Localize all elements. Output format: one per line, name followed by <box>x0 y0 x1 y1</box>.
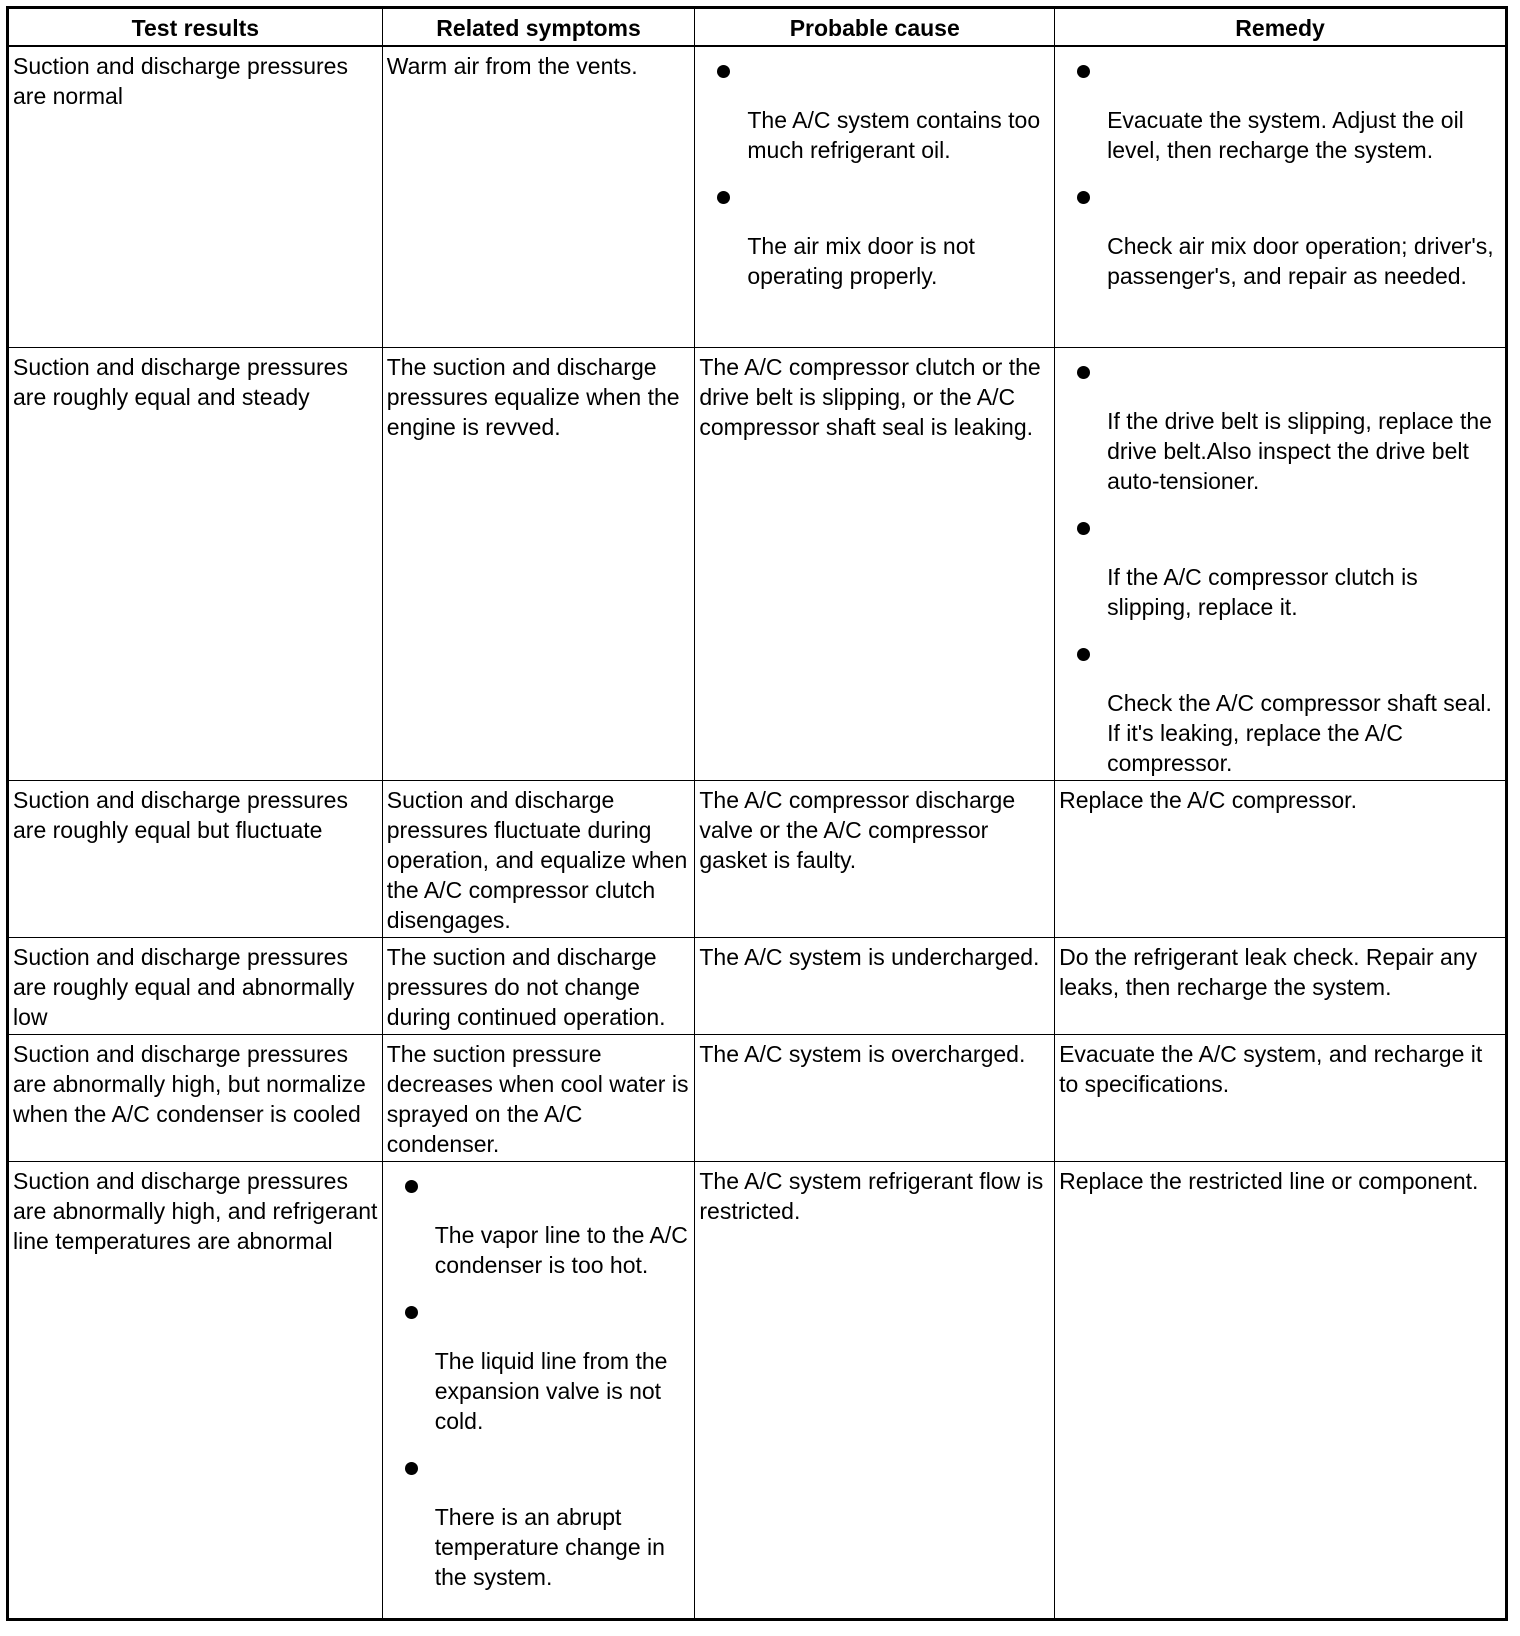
symptoms-cell <box>382 937 695 1034</box>
list-item <box>1059 352 1501 496</box>
cause-cell <box>695 1161 1055 1619</box>
cause-cell-text: The A/C compressor clutch or the drive belt is slipping, or the A/C compressor shaft seal is leaking. <box>699 353 1041 440</box>
test-result-text: Suction and discharge pressures are roughly equal and steady <box>13 353 348 410</box>
list-item-text: The air mix door is not operating properly. <box>747 233 975 289</box>
bullet-dot-icon <box>1077 366 1090 379</box>
symptoms-cell <box>382 780 695 937</box>
table-header <box>8 8 1507 47</box>
list-item-text: If the A/C compressor clutch is slipping, replace it. <box>1107 563 1418 620</box>
symptoms-cell-text: The suction and discharge pressures do not change during continued operation. <box>386 943 666 1030</box>
list-item <box>1059 177 1501 291</box>
remedy-cell-text: Replace the A/C compressor. <box>1059 786 1357 813</box>
symptoms-cell-list <box>387 1166 691 1592</box>
symptoms-cell <box>382 347 695 780</box>
remedy-cell <box>1055 1161 1507 1619</box>
list-item-text: Check air mix door operation; driver's, passenger's, and repair as needed. <box>1107 233 1494 289</box>
list-item <box>1059 634 1501 778</box>
table-row <box>8 937 1507 1034</box>
header-test-results: Test results <box>8 8 383 47</box>
remedy-cell <box>1055 937 1507 1034</box>
cause-cell <box>695 780 1055 937</box>
remedy-cell <box>1055 46 1507 347</box>
list-item-text: The A/C system contains too much refrigerant oil. <box>747 107 1041 163</box>
remedy-cell-text: Replace the restricted line or component. <box>1059 1167 1479 1194</box>
remedy-cell-list <box>1059 352 1501 778</box>
bullet-dot-icon <box>405 1306 418 1319</box>
cause-cell-text: The A/C system is overcharged. <box>699 1040 1026 1067</box>
cause-cell <box>695 1034 1055 1161</box>
header-related-symptoms: Related symptoms <box>382 8 695 47</box>
test-result-cell <box>8 780 383 937</box>
test-result-text: Suction and discharge pressures are roughly equal but fluctuate <box>13 786 348 843</box>
test-result-cell <box>8 937 383 1034</box>
header-remedy: Remedy <box>1055 8 1507 47</box>
bullet-dot-icon <box>717 65 730 78</box>
list-item-text: The vapor line to the A/C condenser is too hot. <box>434 1221 688 1278</box>
list-item <box>387 1292 691 1436</box>
remedy-cell <box>1055 780 1507 937</box>
list-item <box>699 177 1050 291</box>
cause-cell-list <box>699 51 1050 291</box>
symptoms-cell <box>382 46 695 347</box>
test-result-text: Suction and discharge pressures are normal <box>13 53 348 109</box>
list-item <box>1059 508 1501 622</box>
header-row <box>8 8 1507 47</box>
table-row <box>8 780 1507 937</box>
list-item <box>699 51 1050 165</box>
remedy-cell <box>1055 347 1507 780</box>
symptoms-cell-text: The suction and discharge pressures equalize when the engine is revved. <box>386 353 680 440</box>
cause-cell <box>695 937 1055 1034</box>
list-item-text: Evacuate the system. Adjust the oil level, then recharge the system. <box>1107 107 1464 163</box>
table-row <box>8 347 1507 780</box>
cause-cell <box>695 46 1055 347</box>
list-item <box>387 1166 691 1280</box>
list-item-text: There is an abrupt temperature change in the system. <box>434 1503 665 1590</box>
list-item-text: If the drive belt is slipping, replace the drive belt.Also inspect the drive belt auto-tensioner. <box>1107 407 1492 494</box>
symptoms-cell-text: Warm air from the vents. <box>386 53 638 79</box>
test-result-cell <box>8 1161 383 1619</box>
test-result-cell <box>8 1034 383 1161</box>
test-result-text: Suction and discharge pressures are roughly equal and abnormally low <box>13 943 355 1030</box>
test-result-text: Suction and discharge pressures are abnormally high, but normalize when the A/C condenser is cooled <box>13 1040 366 1127</box>
bullet-dot-icon <box>405 1462 418 1475</box>
bullet-dot-icon <box>1077 522 1090 535</box>
cause-cell-text: The A/C compressor discharge valve or the A/C compressor gasket is faulty. <box>699 786 1016 873</box>
cause-cell-text: The A/C system refrigerant flow is restricted. <box>699 1167 1044 1224</box>
remedy-cell-text: Evacuate the A/C system, and recharge it to specifications. <box>1059 1040 1483 1097</box>
symptoms-cell <box>382 1034 695 1161</box>
header-probable-cause: Probable cause <box>695 8 1055 47</box>
bullet-dot-icon <box>405 1180 418 1193</box>
list-item <box>387 1448 691 1592</box>
bullet-dot-icon <box>717 191 730 204</box>
cause-cell-text: The A/C system is undercharged. <box>699 943 1040 970</box>
diagnosis-table <box>6 6 1508 1621</box>
table-row <box>8 46 1507 347</box>
table-row <box>8 1161 1507 1619</box>
symptoms-cell-text: The suction pressure decreases when cool water is sprayed on the A/C condenser. <box>386 1040 689 1157</box>
bullet-dot-icon <box>1077 191 1090 204</box>
symptoms-cell-text: Suction and discharge pressures fluctuate during operation, and equalize when the A/C compressor clutch disengages. <box>386 786 688 933</box>
symptoms-cell <box>382 1161 695 1619</box>
bullet-dot-icon <box>1077 65 1090 78</box>
remedy-cell-list <box>1059 51 1501 291</box>
cause-cell <box>695 347 1055 780</box>
table-row <box>8 1034 1507 1161</box>
list-item <box>1059 51 1501 165</box>
test-result-cell <box>8 347 383 780</box>
bullet-dot-icon <box>1077 648 1090 661</box>
remedy-cell <box>1055 1034 1507 1161</box>
list-item-text: The liquid line from the expansion valve is not cold. <box>434 1347 668 1434</box>
table-body <box>8 46 1507 1619</box>
list-item-text: Check the A/C compressor shaft seal. If it's leaking, replace the A/C compressor. <box>1107 689 1492 776</box>
remedy-cell-text: Do the refrigerant leak check. Repair any leaks, then recharge the system. <box>1059 943 1478 1000</box>
test-result-cell <box>8 46 383 347</box>
test-result-text: Suction and discharge pressures are abnormally high, and refrigerant line temperatures are abnormal <box>13 1167 378 1254</box>
